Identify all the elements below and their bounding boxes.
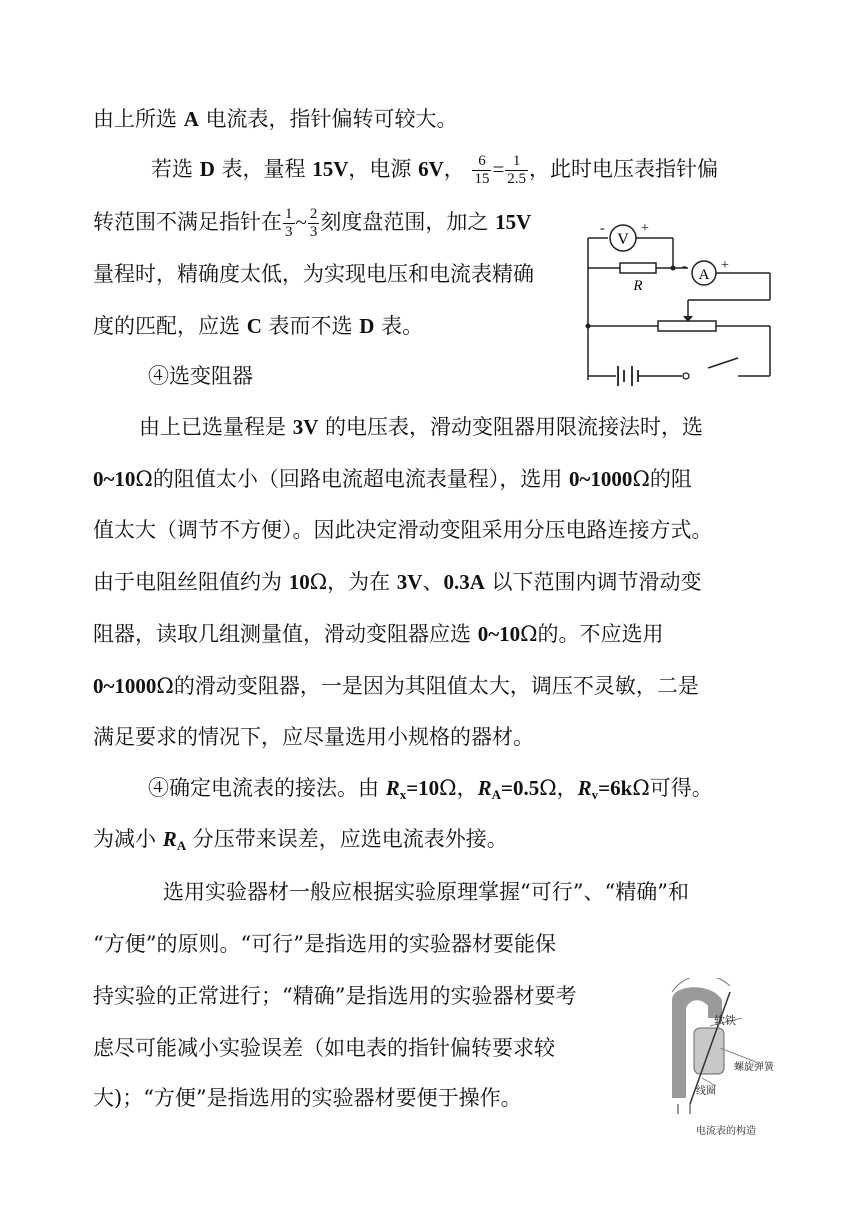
text-line-6-heading: ④选变阻器: [148, 364, 253, 388]
ammeter-minus: -: [682, 259, 687, 274]
fraction-1-3: $\frac{1}{3}$: [285, 206, 293, 240]
text-line-1: 由上所选 A 电流表，指针偏转可较大。: [93, 107, 458, 131]
text-line-2: 若选 D 表，量程 15V，电源 6V， $\frac{6}{15}$ = $\frac{1}{2.5}$ ，此时电压表指针偏: [151, 153, 719, 187]
ammeter-construction-figure: [650, 978, 792, 1140]
text-line-15: 为减小 $R_A$ 分压带来误差，应选电流表外接。: [93, 827, 508, 853]
switch-symbol: [708, 358, 738, 368]
rheostat-symbol: [658, 321, 716, 331]
label-spiral-spring: 螺旋弹簧: [734, 1062, 774, 1073]
text-line-12: 0~1000Ω的滑动变阻器，一是因为其阻值太大，调压不灵敏，二是: [93, 674, 699, 698]
circuit-diagram: [578, 208, 778, 394]
voltmeter-plus: +: [641, 221, 649, 236]
resistor-r: [620, 263, 656, 273]
text-line-10: 由于电阻丝阻值约为 10Ω，为在 3V、0.3A 以下范围内调节滑动变: [93, 570, 702, 594]
text-line-7: 由上已选量程是 3V 的电压表，滑动变阻器用限流接法时，选: [139, 415, 704, 439]
text-line-11: 阻器，读取几组测量值，滑动变阻器应选 0~10Ω的。不应选用: [93, 622, 664, 646]
text-line-5: 度的匹配，应选 C 表而不选 D 表。: [93, 314, 424, 338]
text-line-18: 持实验的正常进行；“精确”是指选用的实验器材要考: [93, 984, 577, 1008]
text-line-17: “方便”的原则。“可行”是指选用的实验器材要能保: [93, 932, 556, 956]
voltmeter-label: V: [617, 231, 629, 248]
text-line-20: 大)；“方便”是指选用的实验器材要便于操作。: [93, 1086, 522, 1110]
resistor-label: R: [633, 278, 643, 294]
ammeter-label: A: [698, 267, 710, 283]
text-line-14: ④确定电流表的接法。由 $R_x=10\Omega$，$R_A=0.5\Omega$，$R_v=6k\Omega$可得。: [148, 776, 713, 802]
figure-caption: 电流表的构造: [696, 1126, 756, 1137]
text-line-16: 选用实验器材一般应根据实验原理掌握“可行”、“精确”和: [163, 880, 689, 904]
text-line-9: 值太大（调节不方便）。因此决定滑动变阻采用分压电路连接方式。: [93, 518, 713, 542]
fraction-2-3: $\frac{2}{3}$: [309, 206, 318, 240]
fraction-1-2.5: $\frac{1}{2.5}$: [507, 153, 527, 187]
label-soft-iron: 软铁: [714, 1014, 736, 1027]
voltmeter-minus: -: [600, 221, 605, 236]
ammeter-plus: +: [721, 258, 729, 273]
fraction-6-15: $\frac{6}{15}$: [474, 153, 490, 187]
text-line-8: 0~10Ω的阻值太小（回路电流超电流表量程），选用 0~1000Ω的阻: [93, 467, 692, 491]
text-line-3: 转范围不满足指针在 $\frac{1}{3}$ ~ $\frac{2}{3}$ 刻度盘范围，加之 15V: [93, 206, 532, 240]
label-coil: 线圈: [696, 1086, 716, 1097]
text-line-19: 虑尽可能减小实验误差（如电表的指针偏转要求较: [93, 1036, 555, 1060]
text-line-13: 满足要求的情况下，应尽量选用小规格的器材。: [93, 725, 534, 749]
text-line-4: 量程时，精确度太低，为实现电压和电流表精确: [93, 262, 534, 286]
